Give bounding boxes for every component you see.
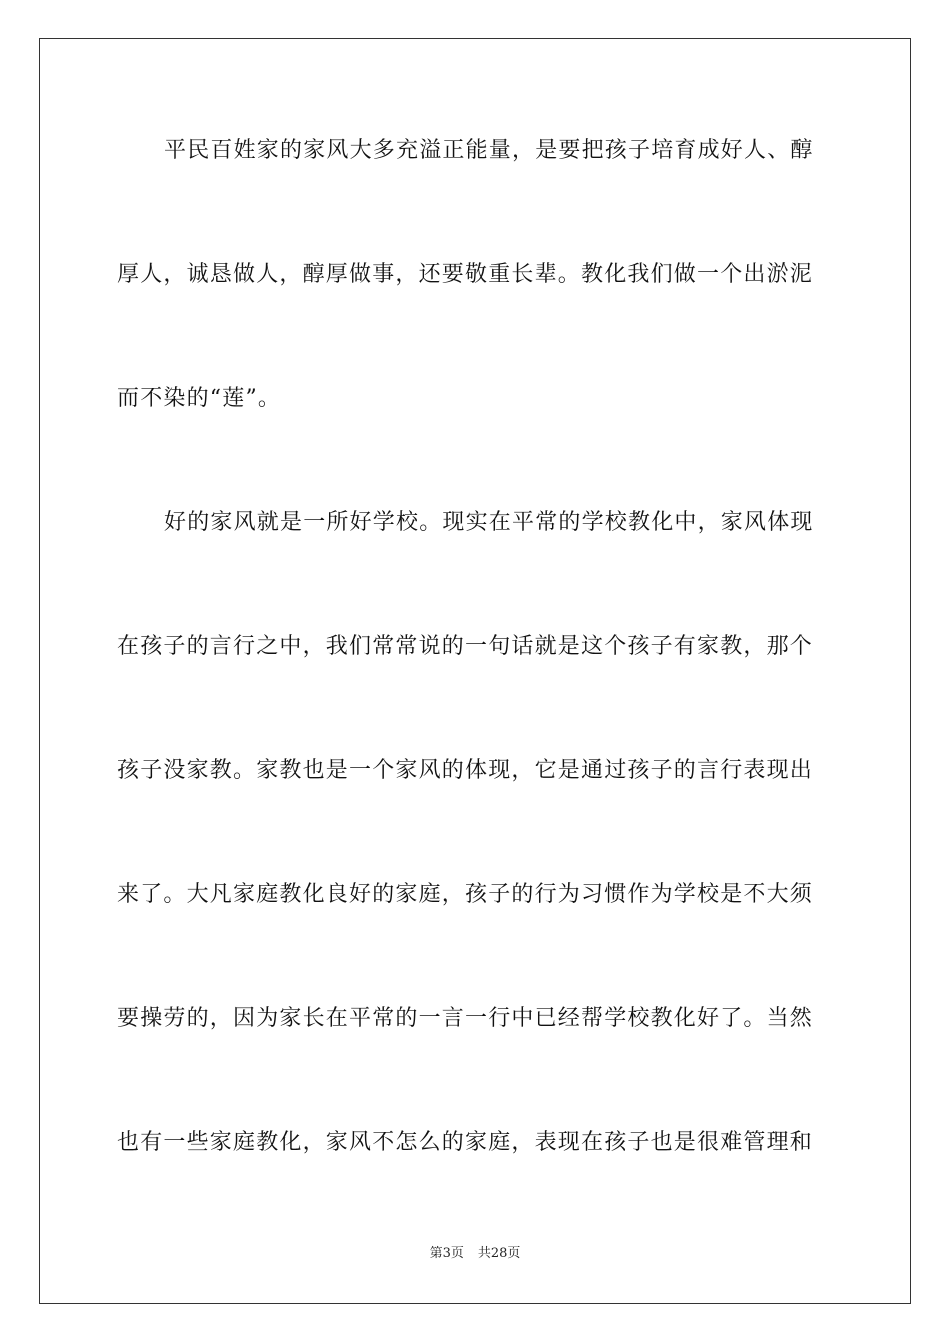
paragraph-line: 厚人，诚恳做人，醇厚做事，还要敬重长辈。教化我们做一个出淤泥 <box>117 262 814 287</box>
paragraph-line: 平民百姓家的家风大多充溢正能量，是要把孩子培育成好人、醇 <box>164 138 814 163</box>
paragraph-line: 也有一些家庭教化，家风不怎么的家庭，表现在孩子也是很难管理和 <box>117 1130 814 1155</box>
paragraph-line: 孩子没家教。家教也是一个家风的体现，它是通过孩子的言行表现出 <box>117 758 814 783</box>
page-footer <box>0 1245 950 1263</box>
paragraph-line: 好的家风就是一所好学校。现实在平常的学校教化中，家风体现 <box>164 510 814 535</box>
page-total: 共28页 <box>477 1246 521 1261</box>
paragraph-line: 要操劳的，因为家长在平常的一言一行中已经帮学校教化好了。当然 <box>117 1006 814 1031</box>
page-border <box>39 38 911 1304</box>
paragraph-line: 在孩子的言行之中，我们常常说的一句话就是这个孩子有家教，那个 <box>117 634 814 659</box>
page-number: 第3页 <box>429 1246 464 1261</box>
paragraph-line: 而不染的“莲”。 <box>117 386 282 411</box>
paragraph-line: 来了。大凡家庭教化良好的家庭，孩子的行为习惯作为学校是不大须 <box>117 882 814 907</box>
